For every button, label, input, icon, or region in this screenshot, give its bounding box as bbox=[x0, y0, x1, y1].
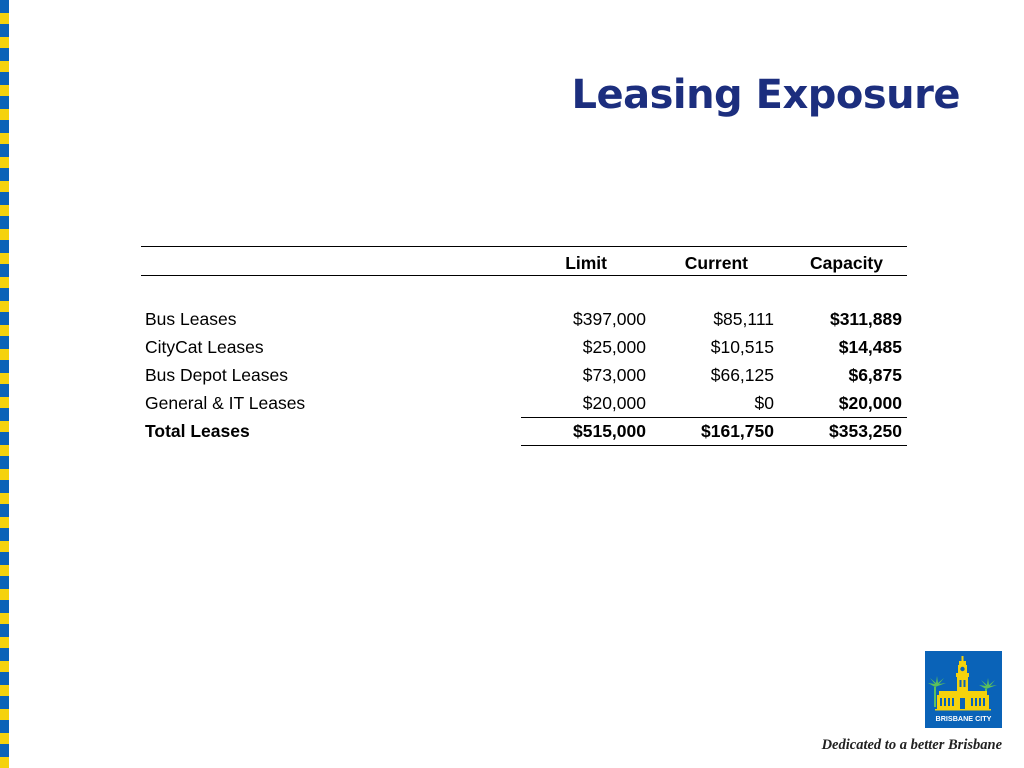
row-limit: $73,000 bbox=[582, 365, 646, 385]
total-capacity: $353,250 bbox=[829, 421, 902, 441]
row-label: CityCat Leases bbox=[145, 337, 264, 357]
row-current: $66,125 bbox=[710, 365, 774, 385]
row-limit: $397,000 bbox=[573, 309, 646, 329]
row-current: $10,515 bbox=[710, 337, 774, 357]
column-header-capacity: Capacity bbox=[810, 253, 883, 273]
total-label: Total Leases bbox=[145, 421, 250, 441]
row-capacity: $6,875 bbox=[848, 365, 902, 385]
total-bottom-rule bbox=[521, 445, 907, 446]
row-capacity: $14,485 bbox=[838, 337, 902, 357]
row-label: General & IT Leases bbox=[145, 393, 306, 413]
row-limit: $25,000 bbox=[582, 337, 646, 357]
column-header-current: Current bbox=[684, 253, 748, 273]
row-label: Bus Depot Leases bbox=[145, 365, 289, 385]
left-decorative-stripe bbox=[0, 0, 9, 768]
city-hall-icon bbox=[925, 651, 1002, 728]
row-current: $0 bbox=[754, 393, 774, 413]
total-limit: $515,000 bbox=[573, 421, 646, 441]
row-current: $85,111 bbox=[713, 309, 774, 329]
column-header-limit: Limit bbox=[565, 253, 607, 273]
row-capacity: $20,000 bbox=[838, 393, 902, 413]
total-top-rule bbox=[521, 417, 907, 418]
tagline: Dedicated to a better Brisbane bbox=[821, 737, 1002, 753]
row-limit: $20,000 bbox=[582, 393, 646, 413]
svg-text:BRISBANE CITY: BRISBANE CITY bbox=[935, 714, 992, 723]
total-current: $161,750 bbox=[701, 421, 774, 441]
table-header-rule bbox=[141, 275, 907, 276]
slide-title: Leasing Exposure bbox=[571, 72, 960, 118]
row-label: Bus Leases bbox=[145, 309, 237, 329]
table-top-rule bbox=[141, 246, 907, 247]
row-capacity: $311,889 bbox=[829, 309, 902, 329]
brisbane-city-logo bbox=[925, 651, 1002, 728]
